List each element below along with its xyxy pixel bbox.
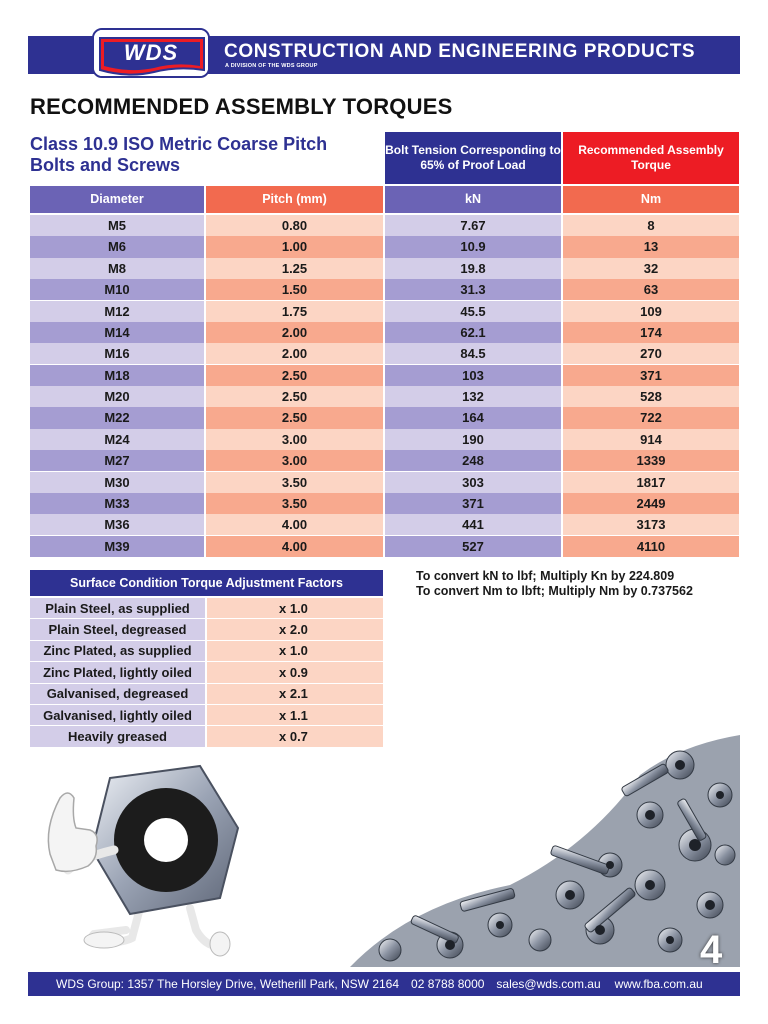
cell-nm: 4110 (563, 536, 739, 557)
cell-kn: 441 (385, 514, 561, 535)
surface-table (30, 598, 383, 748)
table-row (30, 493, 739, 514)
surface-row (30, 662, 383, 682)
cell-diameter: M36 (30, 514, 204, 535)
surface-factor: x 1.0 (207, 641, 383, 661)
surface-condition: Plain Steel, as supplied (30, 598, 205, 618)
cell-diameter: M5 (30, 215, 204, 236)
cell-nm: 3173 (563, 514, 739, 535)
footer-website[interactable]: www.fba.com.au (614, 977, 703, 991)
cell-nm: 32 (563, 258, 739, 279)
table-row (30, 514, 739, 535)
cell-diameter: M27 (30, 450, 204, 471)
cell-nm: 371 (563, 365, 739, 386)
cell-diameter: M30 (30, 472, 204, 493)
convert-nm-note: To convert Nm to lbft; Multiply Nm by 0.737562 (416, 584, 693, 598)
cell-diameter: M8 (30, 258, 204, 279)
cell-nm: 270 (563, 343, 739, 364)
cell-diameter: M33 (30, 493, 204, 514)
surface-row (30, 619, 383, 639)
column-header-nm: Nm (563, 186, 739, 213)
cell-nm: 914 (563, 429, 739, 450)
cell-kn: 31.3 (385, 279, 561, 300)
bolts-pile-image (350, 735, 740, 967)
footer-email[interactable]: sales@wds.com.au (496, 977, 601, 991)
cell-nm: 528 (563, 386, 739, 407)
cell-diameter: M16 (30, 343, 204, 364)
surface-row (30, 641, 383, 661)
cell-kn: 371 (385, 493, 561, 514)
table-row (30, 322, 739, 343)
cell-kn: 164 (385, 407, 561, 428)
surface-row (30, 684, 383, 704)
column-header-diameter: Diameter (30, 186, 204, 213)
table-row (30, 472, 739, 493)
cell-diameter: M22 (30, 407, 204, 428)
surface-condition: Zinc Plated, lightly oiled (30, 662, 205, 682)
cell-kn: 45.5 (385, 301, 561, 322)
cell-nm: 722 (563, 407, 739, 428)
cell-diameter: M24 (30, 429, 204, 450)
cell-pitch: 3.50 (206, 472, 383, 493)
surface-row (30, 598, 383, 618)
table-row (30, 258, 739, 279)
surface-factor: x 2.0 (207, 619, 383, 639)
cell-pitch: 3.50 (206, 493, 383, 514)
cell-nm: 13 (563, 236, 739, 257)
table-row (30, 236, 739, 257)
cell-nm: 63 (563, 279, 739, 300)
nut-mascot-illustration (30, 758, 270, 958)
cell-kn: 248 (385, 450, 561, 471)
surface-condition: Zinc Plated, as supplied (30, 641, 205, 661)
footer-address: WDS Group: 1357 The Horsley Drive, Wetherill Park, NSW 2164 (56, 977, 400, 991)
cell-nm: 174 (563, 322, 739, 343)
table-row (30, 343, 739, 364)
logo-text: WDS (123, 40, 179, 65)
table-heading: Class 10.9 ISO Metric Coarse Pitch Bolts and Screws (30, 134, 328, 175)
cell-diameter: M18 (30, 365, 204, 386)
cell-kn: 10.9 (385, 236, 561, 257)
recommended-torque-header: Recommended Assembly Torque (563, 132, 739, 184)
surface-factor: x 1.0 (207, 598, 383, 618)
cell-nm: 8 (563, 215, 739, 236)
bolt-tension-header: Bolt Tension Corresponding to 65% of Proof Load (385, 132, 561, 184)
table-row (30, 407, 739, 428)
footer-phone: 02 8788 8000 (411, 977, 485, 991)
cell-kn: 7.67 (385, 215, 561, 236)
cell-diameter: M12 (30, 301, 204, 322)
surface-table-header: Surface Condition Torque Adjustment Factors (30, 570, 383, 596)
cell-pitch: 2.50 (206, 407, 383, 428)
cell-pitch: 2.50 (206, 365, 383, 386)
cell-pitch: 4.00 (206, 536, 383, 557)
cell-pitch: 2.50 (206, 386, 383, 407)
conversion-notes (416, 569, 693, 599)
table-row (30, 386, 739, 407)
table-row (30, 215, 739, 236)
cell-kn: 132 (385, 386, 561, 407)
cell-diameter: M14 (30, 322, 204, 343)
wds-logo (92, 28, 210, 78)
cell-kn: 527 (385, 536, 561, 557)
cell-pitch: 1.00 (206, 236, 383, 257)
cell-pitch: 1.25 (206, 258, 383, 279)
table-row (30, 429, 739, 450)
cell-diameter: M39 (30, 536, 204, 557)
surface-factor: x 2.1 (207, 684, 383, 704)
page-number: 4 (700, 928, 723, 972)
table-row (30, 536, 739, 557)
table-row (30, 365, 739, 386)
cell-kn: 303 (385, 472, 561, 493)
table-row (30, 450, 739, 471)
header-title: CONSTRUCTION AND ENGINEERING PRODUCTS (224, 41, 696, 62)
surface-factor: x 0.9 (207, 662, 383, 682)
surface-factor: x 1.1 (207, 705, 383, 725)
cell-nm: 2449 (563, 493, 739, 514)
cell-pitch: 3.00 (206, 450, 383, 471)
cell-pitch: 1.75 (206, 301, 383, 322)
cell-diameter: M10 (30, 279, 204, 300)
surface-row (30, 705, 383, 725)
cell-kn: 19.8 (385, 258, 561, 279)
cell-nm: 109 (563, 301, 739, 322)
convert-kn-note: To convert kN to lbf; Multiply Kn by 224.809 (416, 569, 675, 583)
column-header-kn: kN (385, 186, 561, 213)
surface-factor: x 0.7 (207, 726, 383, 746)
table-row (30, 279, 739, 300)
footer-bar (28, 972, 740, 996)
header-subtitle: A DIVISION OF THE WDS GROUP (225, 63, 318, 69)
surface-row (30, 726, 383, 746)
cell-diameter: M6 (30, 236, 204, 257)
surface-condition: Galvanised, degreased (30, 684, 205, 704)
cell-kn: 190 (385, 429, 561, 450)
cell-nm: 1817 (563, 472, 739, 493)
cell-kn: 84.5 (385, 343, 561, 364)
cell-pitch: 2.00 (206, 322, 383, 343)
surface-condition: Galvanised, lightly oiled (30, 705, 205, 725)
cell-diameter: M20 (30, 386, 204, 407)
surface-condition: Heavily greased (30, 726, 205, 746)
cell-kn: 103 (385, 365, 561, 386)
cell-pitch: 0.80 (206, 215, 383, 236)
cell-pitch: 4.00 (206, 514, 383, 535)
cell-pitch: 1.50 (206, 279, 383, 300)
column-header-pitch: Pitch (mm) (206, 186, 383, 213)
cell-nm: 1339 (563, 450, 739, 471)
torque-table (30, 215, 739, 557)
cell-pitch: 2.00 (206, 343, 383, 364)
table-row (30, 301, 739, 322)
page-title: RECOMMENDED ASSEMBLY TORQUES (30, 94, 453, 119)
cell-kn: 62.1 (385, 322, 561, 343)
cell-pitch: 3.00 (206, 429, 383, 450)
surface-condition: Plain Steel, degreased (30, 619, 205, 639)
